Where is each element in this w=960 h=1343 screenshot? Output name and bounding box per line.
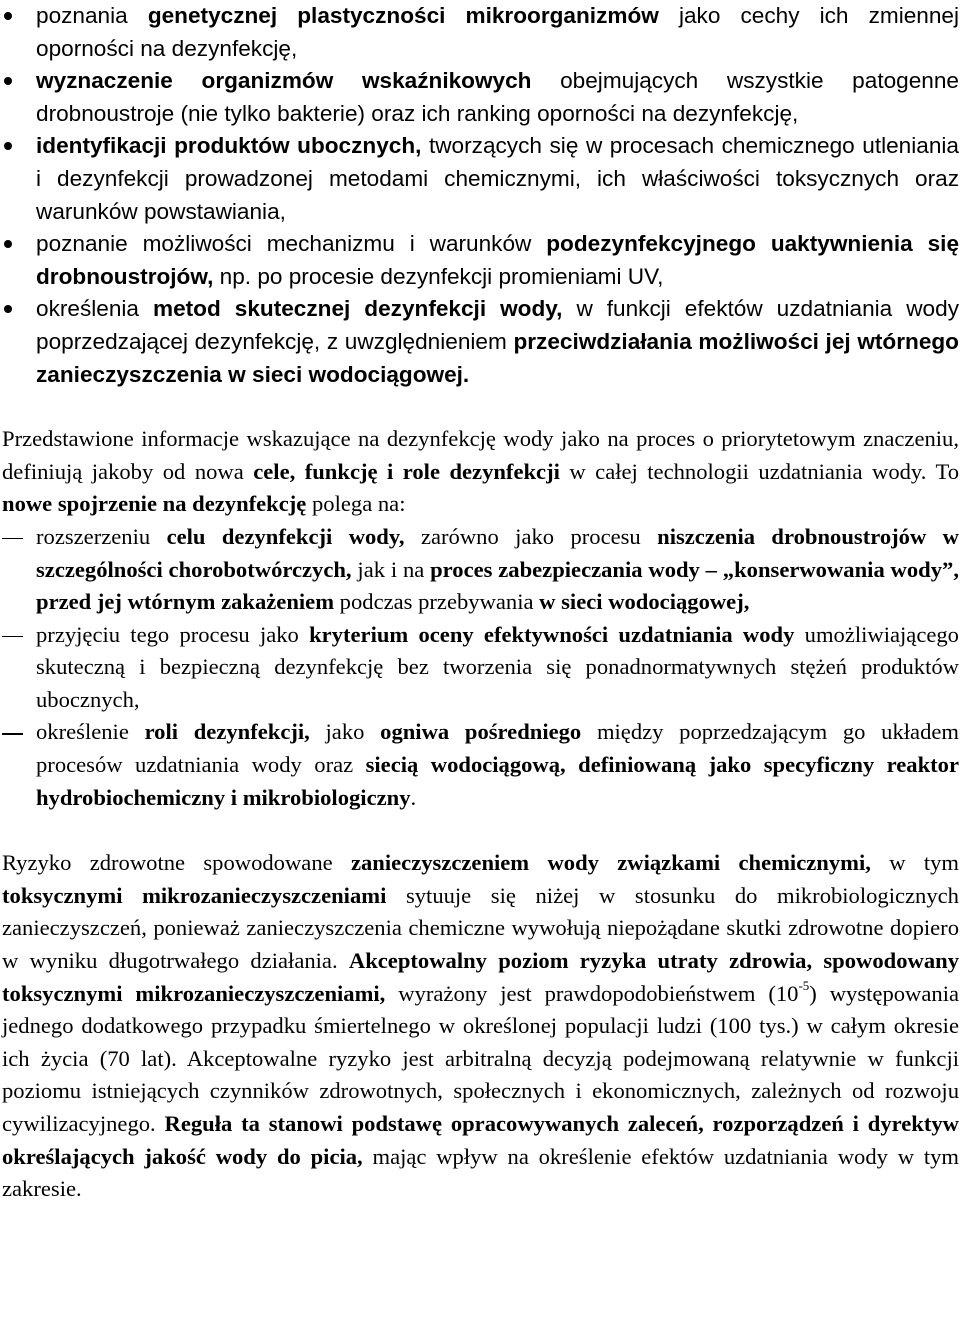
superscript-text: -5	[798, 978, 810, 994]
text-run: np. po procesie dezynfekcji promieniami UV,	[213, 263, 664, 289]
bold-text: proces zabezpieczania wody – „konserwowania wody”, przed jej wtórnym zakażeniem	[36, 556, 959, 615]
text-run: w tym	[870, 850, 959, 876]
text-run: między poprzedzającym go układem procesów uzdatniania wody oraz	[36, 719, 959, 778]
bold-text: celu dezynfekcji wody,	[166, 523, 405, 549]
dash-item	[2, 619, 959, 717]
text-run: Ryzyko zdrowotne spowodowane	[2, 850, 351, 876]
bullet-list	[2, 0, 959, 391]
text-run: określenia	[36, 296, 153, 322]
bold-text: toksycznymi mikrozanieczyszczeniami	[2, 882, 387, 908]
bold-text: podezynfekcyjnego uaktywnienia się drobnoustrojów,	[36, 231, 960, 289]
text-run: przyjęciu tego procesu jako	[36, 621, 310, 647]
bold-text: kryterium oceny efektywności uzdatniania wody	[309, 621, 795, 647]
bullet-item	[2, 293, 959, 391]
bold-text: w sieci wodociągowej,	[539, 589, 750, 615]
text-run: poznania	[36, 3, 148, 28]
text-run: jak i na	[351, 556, 431, 582]
text-run: określenie	[36, 719, 145, 745]
bold-text: roli dezynfekcji,	[144, 719, 310, 745]
text-run: rozszerzeniu	[36, 523, 167, 549]
text-run: Przedstawione informacje wskazujące na dezynfekcję wody jako na proces o priorytetowym znaczeniu, definiują jakoby od nowa	[2, 426, 959, 484]
bullet-item	[2, 65, 959, 130]
text-run: w funkcji efektów uzdatniania wody poprzedzającej dezynfekcję, z uwzględnieniem	[36, 296, 959, 354]
bold-text: metod skutecznej dezynfekcji wody,	[152, 296, 563, 322]
text-run: umożliwiającego skuteczną i bezpieczną dezynfekcję bez tworzenia się ponadnormatywnych stężeń produktów ubocznych,	[36, 621, 959, 712]
dash-item	[2, 521, 959, 619]
paragraph-risk	[2, 847, 959, 1206]
bullet-item	[2, 228, 959, 293]
text-run: jako	[309, 719, 381, 745]
text-run: obejmujących wszystkie patogenne drobnoustroje (nie tylko bakterie) oraz ich ranking oporności na dezynfekcję,	[36, 68, 959, 126]
bold-text: przeciwdziałania możliwości jej wtórnego zanieczyszczenia w sieci wodociągowej.	[36, 328, 959, 387]
bold-text: cele, funkcję i role dezynfekcji	[253, 458, 560, 484]
text-run: wyrażony jest prawdopodobieństwem (10	[385, 980, 799, 1006]
text-run: polega na:	[306, 491, 406, 517]
bold-text: siecią wodociągową, definiowaną jako specyficzny reaktor hydrobiochemiczny i mikrobiologiczny	[36, 752, 959, 810]
bold-text: ogniwa pośredniego	[380, 719, 582, 745]
bold-text: wyznaczenie organizmów wskaźnikowych	[36, 68, 532, 94]
text-run: podczas przebywania	[334, 589, 540, 615]
bold-text: niszczenia drobnoustrojów w szczególności chorobotwórczych,	[36, 523, 959, 582]
text-run: .	[410, 784, 417, 810]
bold-text: identyfikacji produktów ubocznych,	[36, 133, 422, 159]
dash-list	[2, 521, 959, 814]
text-run: mając wpływ na określenie efektów uzdatniania wody w tym zakresie.	[2, 1143, 959, 1202]
dash-item	[2, 716, 959, 814]
bold-text: Reguła ta stanowi podstawę opracowywanych zaleceń, rozporządzeń i dyrektyw określających jakość wody do picia,	[2, 1111, 959, 1169]
text-run: w całej technologii uzdatniania wody. To	[559, 458, 959, 484]
bold-text: genetycznej plastyczności mikroorganizmów	[147, 3, 659, 28]
text-run: poznanie możliwości mechanizmu i warunków	[36, 231, 547, 257]
text-run: tworzących się w procesach chemicznego utleniania i dezynfekcji prowadzonej metodami chemicznymi, ich właściwości toksycznych oraz warunków powstawiania,	[36, 133, 959, 224]
paragraph-intro	[2, 423, 959, 521]
text-run: sytuuje się niżej w stosunku do mikrobiologicznych zanieczyszczeń, ponieważ zanieczyszczenia chemiczne wywołują niepożądane skutki zdrowotne dopiero w wyniku długotrwałego działania.	[2, 882, 959, 974]
bold-text: nowe spojrzenie na dezynfekcję	[2, 491, 307, 517]
bold-text: Akceptowalny poziom ryzyka utraty zdrowia, spowodowany toksycznymi mikrozanieczyszczeniami,	[2, 948, 959, 1006]
bullet-item	[2, 130, 959, 228]
text-run: zarówno jako procesu	[404, 523, 658, 549]
text-run: jako cechy ich zmiennej oporności na dezynfekcję,	[36, 3, 959, 61]
bold-text: zanieczyszczeniem wody związkami chemicznymi,	[350, 850, 871, 876]
bullet-item	[2, 0, 959, 65]
text-run: ) występowania jednego dodatkowego przypadku śmiertelnego w określonej populacji ludzi (100 tys.) w całym okresie ich życia (70 lat). Akceptowalne ryzyko jest arbitralną decyzją podejmowaną relatywnie w funkcji poziomu istniejących czynników zdrowotnych, społecznych i ekonomicznych, zależnych od rozwoju cywilizacyjnego.	[2, 980, 959, 1136]
